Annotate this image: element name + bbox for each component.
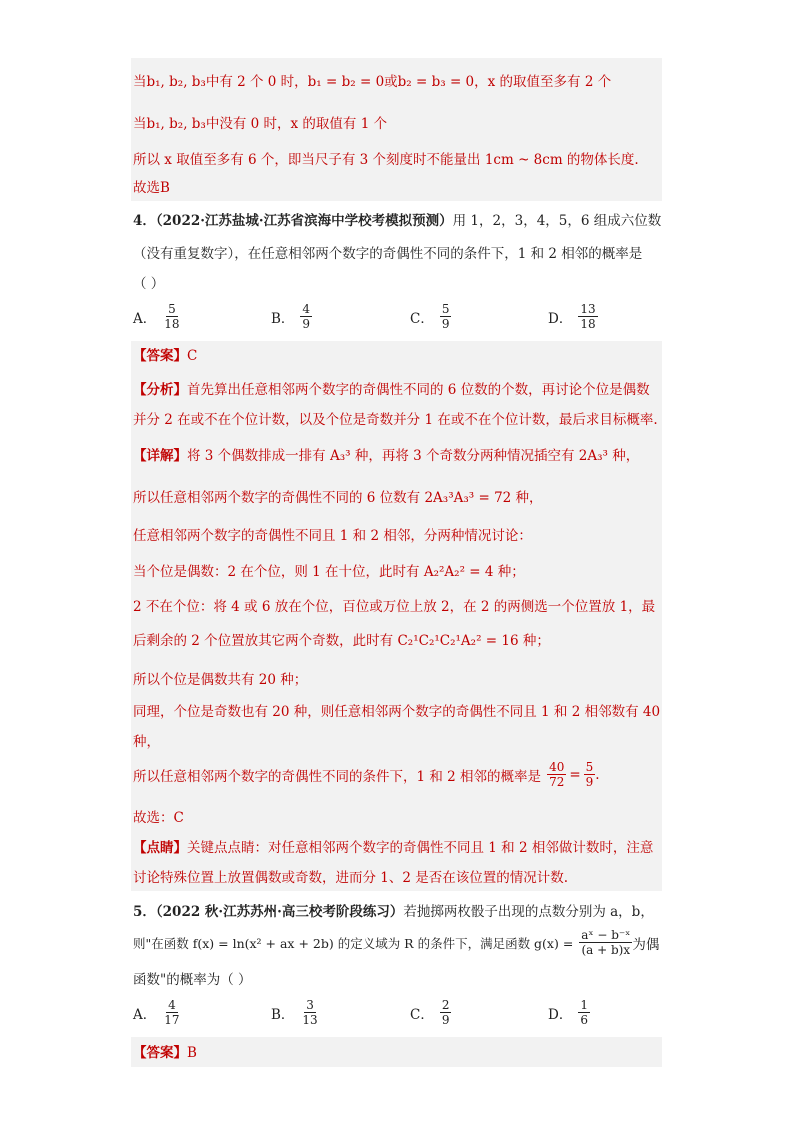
q4-detail-fraction-1-den: 72 bbox=[549, 775, 565, 789]
solution-line-2: 当b₁, b₂, b₃中没有 0 时，x 的取值有 1 个 bbox=[133, 116, 388, 132]
q4-option-d-label: D． bbox=[548, 310, 573, 327]
q5-g-num: aˣ − b⁻ˣ bbox=[581, 928, 631, 942]
q4-option-a-label: A． bbox=[133, 310, 157, 327]
q5-option-b[interactable] bbox=[271, 998, 320, 1027]
q4-detail-fraction-2-den: 9 bbox=[585, 775, 594, 789]
q4-analysis-line-2: 并分 2 在或不在个位计数，以及个位是奇数并分 1 在或不在个位计数，最后求目标概率. bbox=[133, 412, 658, 428]
q4-detail-line-3: 任意相邻两个数字的奇偶性不同且 1 和 2 相邻，分两种情况讨论： bbox=[133, 528, 532, 544]
q4-detail-line-11: 故选：C bbox=[133, 810, 184, 826]
q4-detail-1: 将 3 个偶数排成一排有 A₃³ 种，再将 3 个奇数分两种情况插空有 2A₃³ 种， bbox=[187, 448, 640, 464]
q4-detail-line-2: 所以任意相邻两个数字的奇偶性不同的 6 位数有 2A₃³A₃³ = 72 种， bbox=[133, 490, 543, 506]
q4-option-d[interactable] bbox=[548, 302, 598, 331]
q4-analysis-tag: 【分析】 bbox=[133, 382, 187, 398]
q5-g-fraction bbox=[579, 928, 632, 957]
q4-answer: C bbox=[187, 348, 198, 364]
q5-answer-line bbox=[133, 1043, 197, 1063]
q4-detail-line-8: 同理，个位是奇数也有 20 种，则任意相邻两个数字的奇偶性不同且 1 和 2 相邻数有 40 bbox=[133, 704, 661, 720]
q5-option-c-fraction bbox=[440, 998, 452, 1027]
q5-option-d-fraction bbox=[578, 998, 590, 1027]
q4-option-c-label: C． bbox=[410, 310, 434, 327]
q4-option-c-num: 5 bbox=[441, 302, 450, 316]
q4-detail-line-4: 当个位是偶数：2 在个位，则 1 在十位，此时有 A₂²A₂² = 4 种； bbox=[133, 564, 525, 580]
q4-option-c[interactable] bbox=[410, 302, 451, 331]
q4-detail-10-text: 所以任意相邻两个数字的奇偶性不同的条件下，1 和 2 相邻的概率是 bbox=[133, 768, 542, 785]
q4-detail-fraction-2-num: 5 bbox=[585, 760, 594, 774]
q5-g-den: (a + b)x bbox=[581, 943, 631, 957]
q4-detail-10-end: . bbox=[595, 766, 600, 783]
q4-option-d-den: 18 bbox=[580, 317, 596, 331]
q5-stem-line-1 bbox=[133, 902, 654, 922]
q4-tip-1: 关键点点睛：对任意相邻两个数字的奇偶性不同且 1 和 2 相邻做计数时，注意 bbox=[187, 840, 654, 856]
q4-option-a[interactable] bbox=[133, 302, 182, 331]
q5-stem-2-post: 为偶 bbox=[632, 936, 660, 953]
q4-detail-fraction-2 bbox=[584, 760, 596, 789]
q4-option-b-label: B． bbox=[271, 310, 295, 327]
q4-stem-line-2: （没有重复数字），在任意相邻两个数字的奇偶性不同的条件下，1 和 2 相邻的概率是 bbox=[133, 246, 643, 262]
q4-option-a-fraction bbox=[162, 302, 181, 331]
q4-detail-line-6: 后剩余的 2 个位置放其它两个奇数，此时有 C₂¹C₂¹C₂¹A₂² = 16 种； bbox=[133, 633, 550, 649]
q5-option-d-label: D． bbox=[548, 1006, 573, 1023]
q4-analysis-1: 首先算出任意相邻两个数字的奇偶性不同的 6 位数的个数，再讨论个位是偶数 bbox=[187, 382, 650, 398]
q5-option-a-num: 4 bbox=[168, 998, 176, 1012]
q5-option-c-label: C． bbox=[410, 1006, 434, 1023]
q4-option-b-num: 4 bbox=[302, 302, 311, 316]
q4-source: （2022·江苏盐城·江苏省滨海中学校考模拟预测） bbox=[155, 213, 453, 229]
q5-option-c-num: 2 bbox=[441, 998, 450, 1012]
solution-line-1: 当b₁, b₂, b₃中有 2 个 0 时，b₁ = b₂ = 0或b₂ = b₃ = 0，x 的取值至多有 2 个 bbox=[133, 74, 612, 90]
q5-number: 5． bbox=[133, 904, 156, 920]
solution-band-q5 bbox=[131, 1037, 662, 1067]
q4-option-a-den: 18 bbox=[164, 317, 180, 331]
q4-tip-tag: 【点睛】 bbox=[133, 840, 187, 856]
q4-detail-line-1 bbox=[133, 446, 639, 466]
q5-option-b-fraction bbox=[300, 998, 319, 1027]
q4-stem-line-3: （ ） bbox=[133, 276, 165, 292]
q5-option-a-den: 17 bbox=[164, 1013, 180, 1027]
q5-stem-line-2 bbox=[133, 928, 659, 957]
q4-answer-tag: 【答案】 bbox=[133, 348, 187, 364]
q5-stem-1: 若抛掷两枚骰子出现的点数分别为 a，b， bbox=[403, 904, 654, 920]
q4-option-b-den: 9 bbox=[302, 317, 311, 331]
q4-tip-line-2: 讨论特殊位置上放置偶数或奇数，进而分 1、2 是否在该位置的情况计数. bbox=[133, 870, 569, 886]
q5-option-c-den: 9 bbox=[441, 1013, 450, 1027]
q5-answer: B bbox=[187, 1045, 197, 1061]
q4-detail-line-10 bbox=[133, 760, 600, 789]
q4-analysis-line-1 bbox=[133, 380, 650, 400]
q4-stem-line-1 bbox=[133, 211, 661, 231]
q4-option-b-fraction bbox=[300, 302, 312, 331]
q5-option-a-label: A． bbox=[133, 1006, 157, 1023]
q4-option-d-fraction bbox=[578, 302, 597, 331]
q5-stem-2-text: 则"在函数 f(x) = ln(x² + ax + 2b) 的定义域为 R 的条件下，满足函数 g(x) = bbox=[133, 935, 574, 951]
q5-option-a[interactable] bbox=[133, 998, 182, 1027]
q4-number: 4． bbox=[133, 213, 156, 229]
q5-stem-line-3: 函数"的概率为（ ） bbox=[133, 972, 252, 988]
q5-option-d-num: 1 bbox=[580, 998, 588, 1012]
q4-detail-line-7: 所以个位是偶数共有 20 种； bbox=[133, 672, 308, 688]
q5-option-b-num: 3 bbox=[306, 998, 314, 1012]
q5-option-a-fraction bbox=[162, 998, 181, 1027]
q5-option-b-label: B． bbox=[271, 1006, 295, 1023]
q4-detail-equals: = bbox=[569, 766, 581, 783]
q4-option-b[interactable] bbox=[271, 302, 312, 331]
q4-option-c-den: 9 bbox=[441, 317, 450, 331]
q4-detail-line-5: 2 不在个位：将 4 或 6 放在个位，百位或万位上放 2，在 2 的两侧选一个位置放 1，最 bbox=[133, 599, 656, 615]
solution-line-3: 所以 x 取值至多有 6 个，即当尺子有 3 个刻度时不能量出 1cm ~ 8cm 的物体长度. bbox=[133, 152, 639, 168]
q5-option-d[interactable] bbox=[548, 998, 590, 1027]
q4-stem-1: 用 1，2，3，4，5，6 组成六位数 bbox=[452, 213, 662, 229]
q4-option-a-num: 5 bbox=[168, 302, 176, 316]
q4-detail-fraction-1 bbox=[547, 760, 566, 789]
q5-option-c[interactable] bbox=[410, 998, 451, 1027]
solution-line-4: 故选B bbox=[133, 180, 170, 196]
q5-option-d-den: 6 bbox=[580, 1013, 588, 1027]
q4-detail-fraction-1-num: 40 bbox=[549, 760, 565, 774]
q5-answer-tag: 【答案】 bbox=[133, 1045, 187, 1061]
q4-detail-tag: 【详解】 bbox=[133, 448, 187, 464]
q5-option-b-den: 13 bbox=[302, 1013, 318, 1027]
q4-detail-line-9: 种， bbox=[133, 734, 160, 750]
q4-answer-line bbox=[133, 346, 197, 366]
q5-source: （2022 秋·江苏苏州·高三校考阶段练习） bbox=[155, 904, 404, 920]
q4-option-d-num: 13 bbox=[580, 302, 596, 316]
q4-tip-line-1 bbox=[133, 838, 653, 858]
q4-option-c-fraction bbox=[440, 302, 452, 331]
